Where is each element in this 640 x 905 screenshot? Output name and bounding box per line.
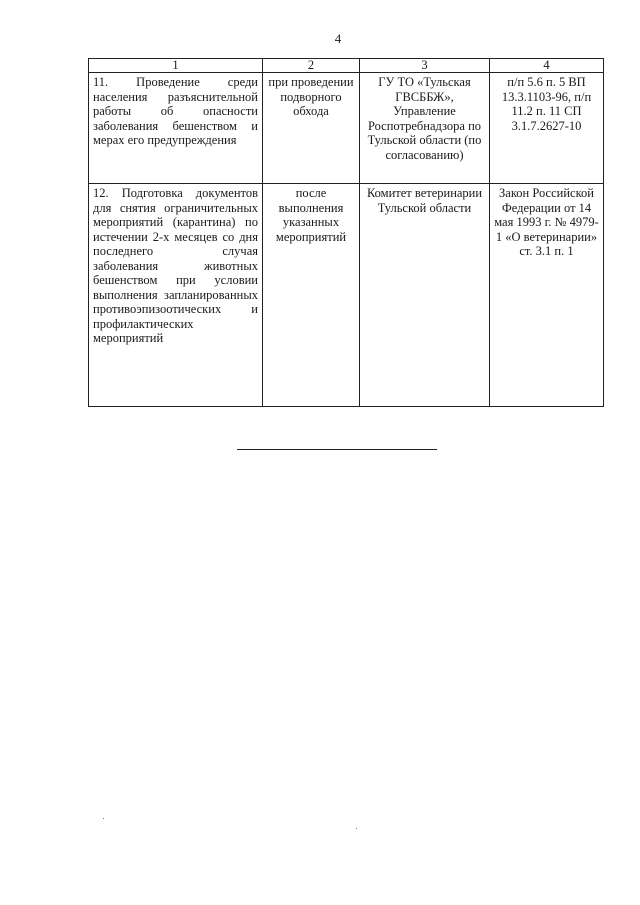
scan-speck xyxy=(103,818,104,819)
column-header-4: 4 xyxy=(490,59,604,73)
executor-cell: Комитет ветеринарии Тульской области xyxy=(360,184,490,407)
term-cell: при проведении подворного обхода xyxy=(263,73,360,184)
measure-cell: 12. Подготовка документов для снятия ограничительных мероприятий (карантина) по истечении 2-х месяцев со дня последнего случая заболевания животных бешенством при условии выполнения запланированных противоэпизоотических и профилактических мероприятий xyxy=(89,184,263,407)
column-header-2: 2 xyxy=(263,59,360,73)
page-number: 4 xyxy=(334,31,342,46)
column-header-3: 3 xyxy=(360,59,490,73)
basis-cell: Закон Российской Федерации от 14 мая 1993 г. № 4979-1 «О ветеринарии» ст. 3.1 п. 1 xyxy=(490,184,604,407)
measures-table xyxy=(88,58,604,407)
table-row xyxy=(89,73,604,184)
table-header-row xyxy=(89,59,604,73)
table-row xyxy=(89,184,604,407)
basis-cell: п/п 5.6 п. 5 ВП 13.3.1103-96, п/п 11.2 п. 11 СП 3.1.7.2627-10 xyxy=(490,73,604,184)
measure-cell: 11. Проведение среди населения разъяснительной работы об опасности заболевания бешенством и мерах его предупреждения xyxy=(89,73,263,184)
scan-speck xyxy=(356,828,357,829)
executor-cell: ГУ ТО «Тульская ГВСББЖ», Управление Роспотребнадзора по Тульской области (по согласованию) xyxy=(360,73,490,184)
column-header-1: 1 xyxy=(89,59,263,73)
term-cell: после выполнения указанных мероприятий xyxy=(263,184,360,407)
closing-rule xyxy=(237,449,437,450)
